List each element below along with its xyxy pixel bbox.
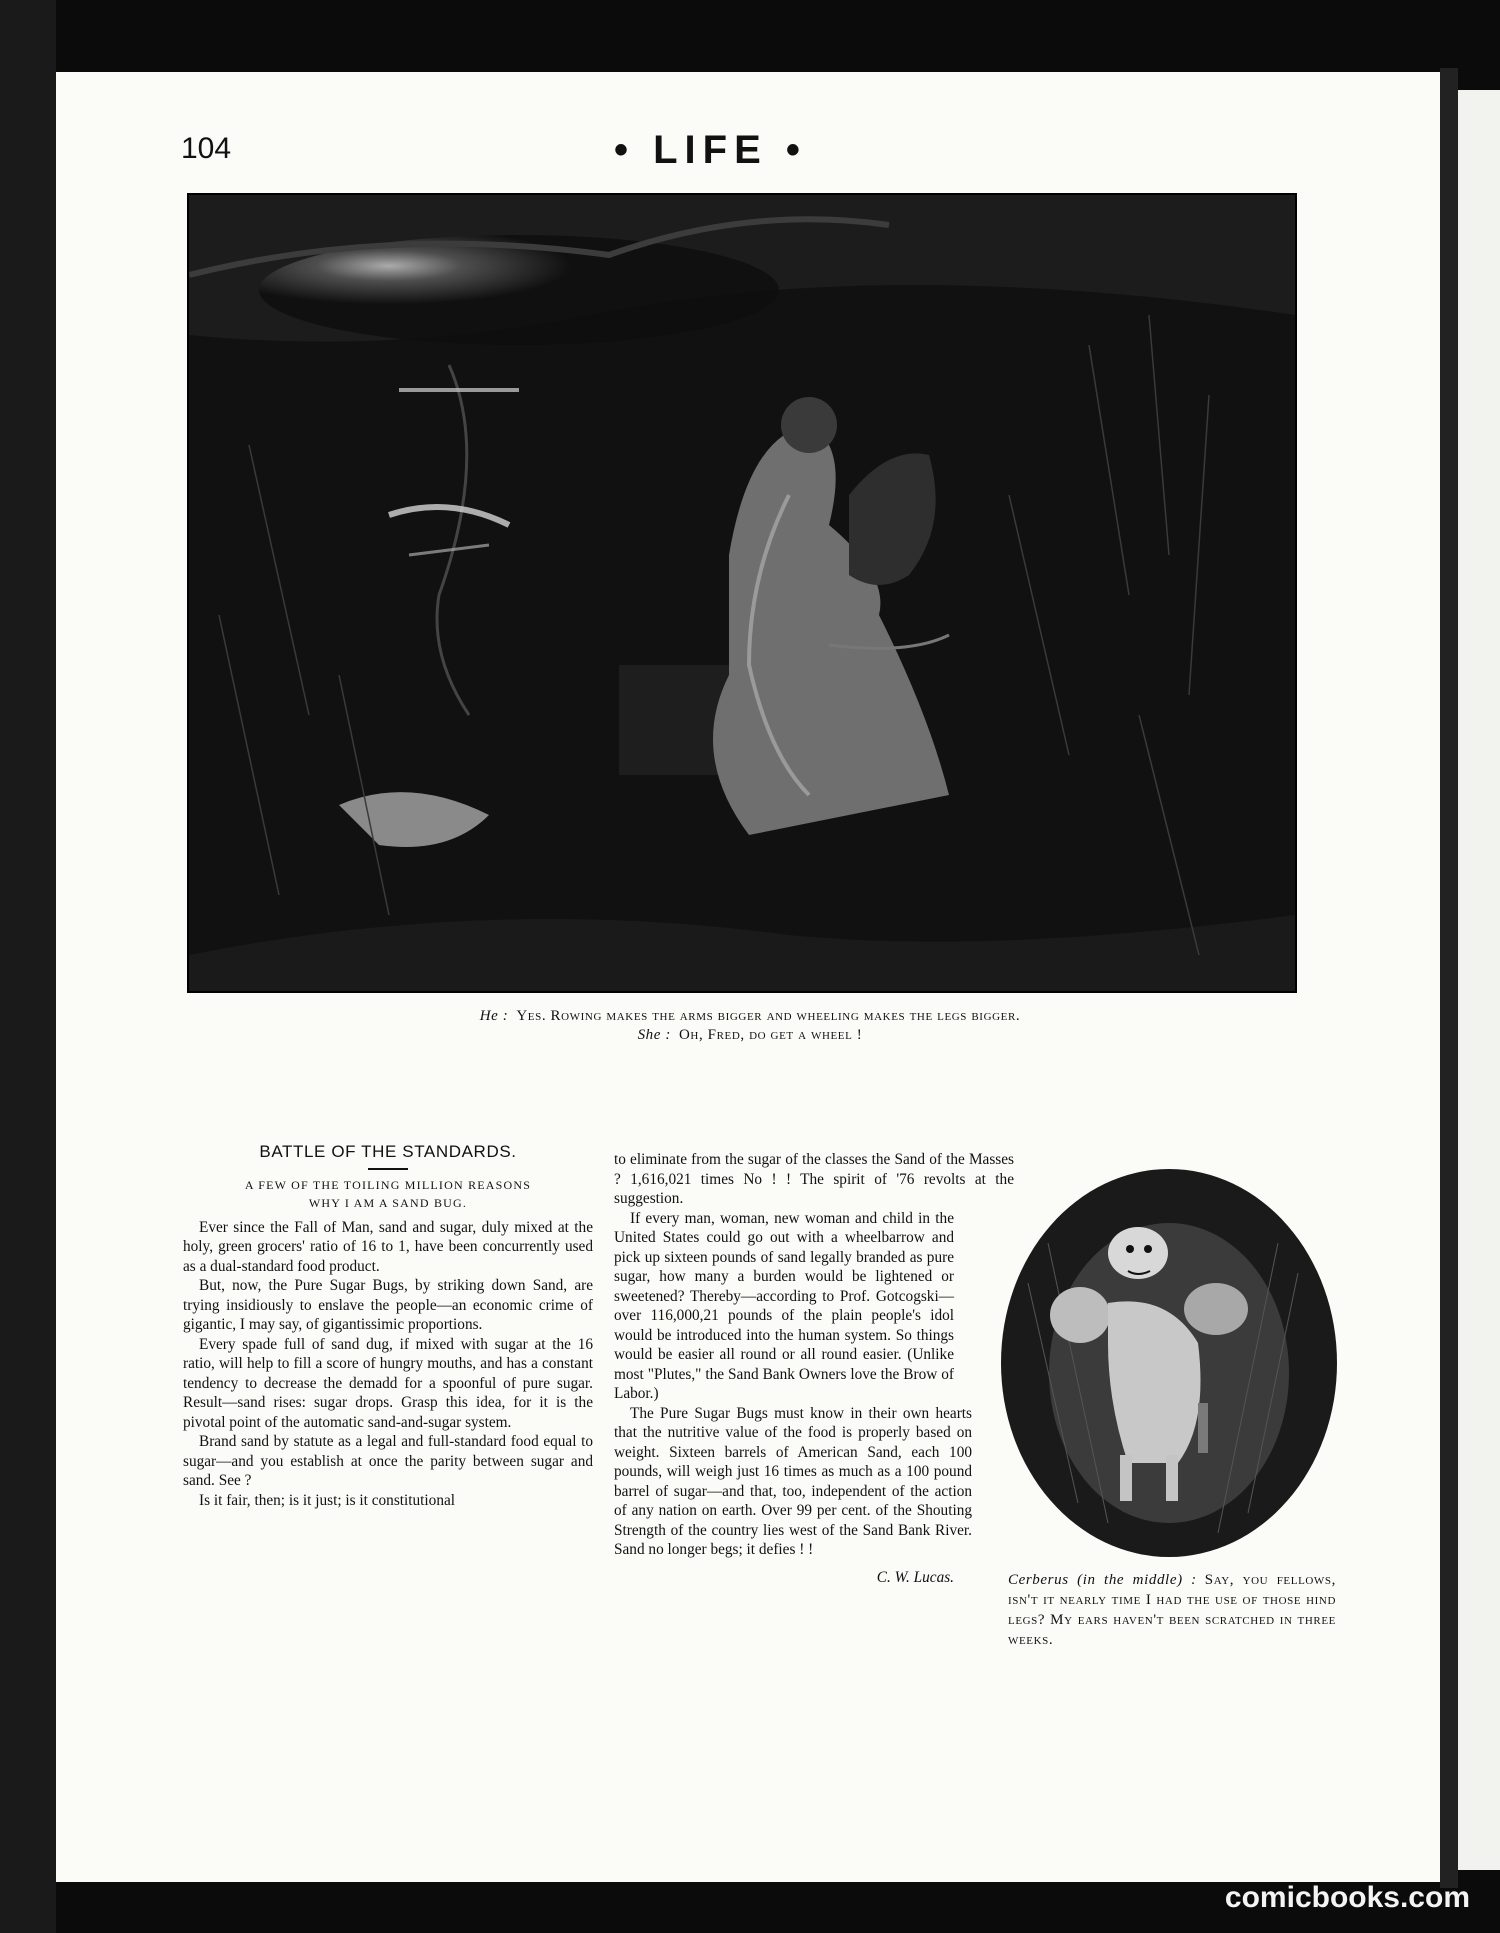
article-paragraph: Is it fair, then; is it just; is it constitutional [199, 1491, 456, 1509]
article-paragraph: Brand sand by statute as a legal and full-standard food equal to sugar—and you establish at once the parity between sugar and sand. See ? [183, 1433, 593, 1489]
article-paragraph: If every man, woman, new woman and child in the United States could go out with a wheelbarrow and pick up sixteen pounds of sand legally branded as pure sugar, how many a burden would be lightened or sweetened? Thereby—according to Prof. Gotcogski—over 116,000,21 pounds of the plain people's idol would be introduced into the human system. So things would be easier all round or all round easier. (Unlike most "Plutes," the Sand Bank Owners love the Brow of Labor.) [614, 1209, 954, 1402]
article-subtitle-line-1: A FEW OF THE TOILING MILLION REASONS [244, 1177, 532, 1192]
article-signature: C. W. Lucas. [876, 1568, 954, 1586]
caption-he-speaker: He : [479, 1008, 509, 1024]
dog-cartoon-caption [1008, 1570, 1336, 1650]
caption-he-text: Yes. Rowing makes the arms bigger and wheeling makes the legs bigger. [516, 1008, 1021, 1024]
caption-she-text: Oh, Fred, do get a wheel ! [678, 1027, 863, 1043]
article-paragraph: But, now, the Pure Sugar Bugs, by striking down Sand, are trying insidiously to enslave the people—an economic crime of gigantic, I may say, of gigantissimic proportions. [183, 1277, 593, 1333]
dog-cartoon-illustration [998, 1163, 1340, 1559]
article-subtitle [183, 1176, 593, 1212]
illustration-caption [250, 1007, 1250, 1045]
article-paragraph: to eliminate from the sugar of the classes the Sand of the Masses ? 1,616,021 times No ! ! The spirit of '76 revolts at the suggestion. [614, 1151, 1014, 1207]
site-watermark: comicbooks.com [1224, 1881, 1470, 1914]
scan-left-edge [0, 0, 56, 1933]
article-paragraph: Ever since the Fall of Man, sand and sugar, duly mixed at the holy, green grocers' ratio of 16 to 1, have been concurrently used as a dual-standard food product. [183, 1218, 593, 1275]
article-paragraph: Every spade full of sand dug, if mixed with sugar at the 16 ratio, will help to fill a score of hungry mouths, and has a constant tendency to decrease the demadd for a spoonful of pure sugar. Result—sand rises: sugar drops. Grasp this idea, for it is the pivotal point of the automatic sand-and-sugar system. [183, 1335, 593, 1431]
article-title: BATTLE OF THE STANDARDS. [259, 1142, 517, 1161]
caption-he-line [250, 1007, 1250, 1026]
masthead-title: • LIFE • [614, 128, 807, 172]
main-illustration [187, 193, 1297, 993]
page-number: 104 [181, 132, 232, 165]
facing-page-edge [1458, 90, 1500, 1870]
article-subtitle-line-2: WHY I AM A SAND BUG. [308, 1195, 468, 1210]
book-gutter [1440, 68, 1458, 1888]
title-rule [368, 1168, 408, 1170]
dog-caption-text: Say, you fellows, isn't it nearly time I had the use of those hind legs? My ears haven't been scratched in three weeks. [1008, 1572, 1336, 1648]
article-column-1 [183, 1142, 593, 1510]
dog-caption-speaker: Cerberus (in the middle) : [1008, 1572, 1197, 1588]
caption-she-speaker: She : [637, 1027, 671, 1043]
caption-she-line [250, 1026, 1250, 1045]
article-column-2 [614, 1150, 1014, 1587]
article-paragraph: The Pure Sugar Bugs must know in their own hearts that the nutritive value of the food is properly based on weight. Sixteen barrels of American Sand, each 100 pounds, will weigh just 16 times as much as a 100 pound barrel of sugar—and that, too, independent of the action of any nation on earth. Over 99 per cent. of the Shouting Strength of the country lies west of the Sand Bank River. Sand no longer begs; it defies ! ! [614, 1404, 972, 1558]
